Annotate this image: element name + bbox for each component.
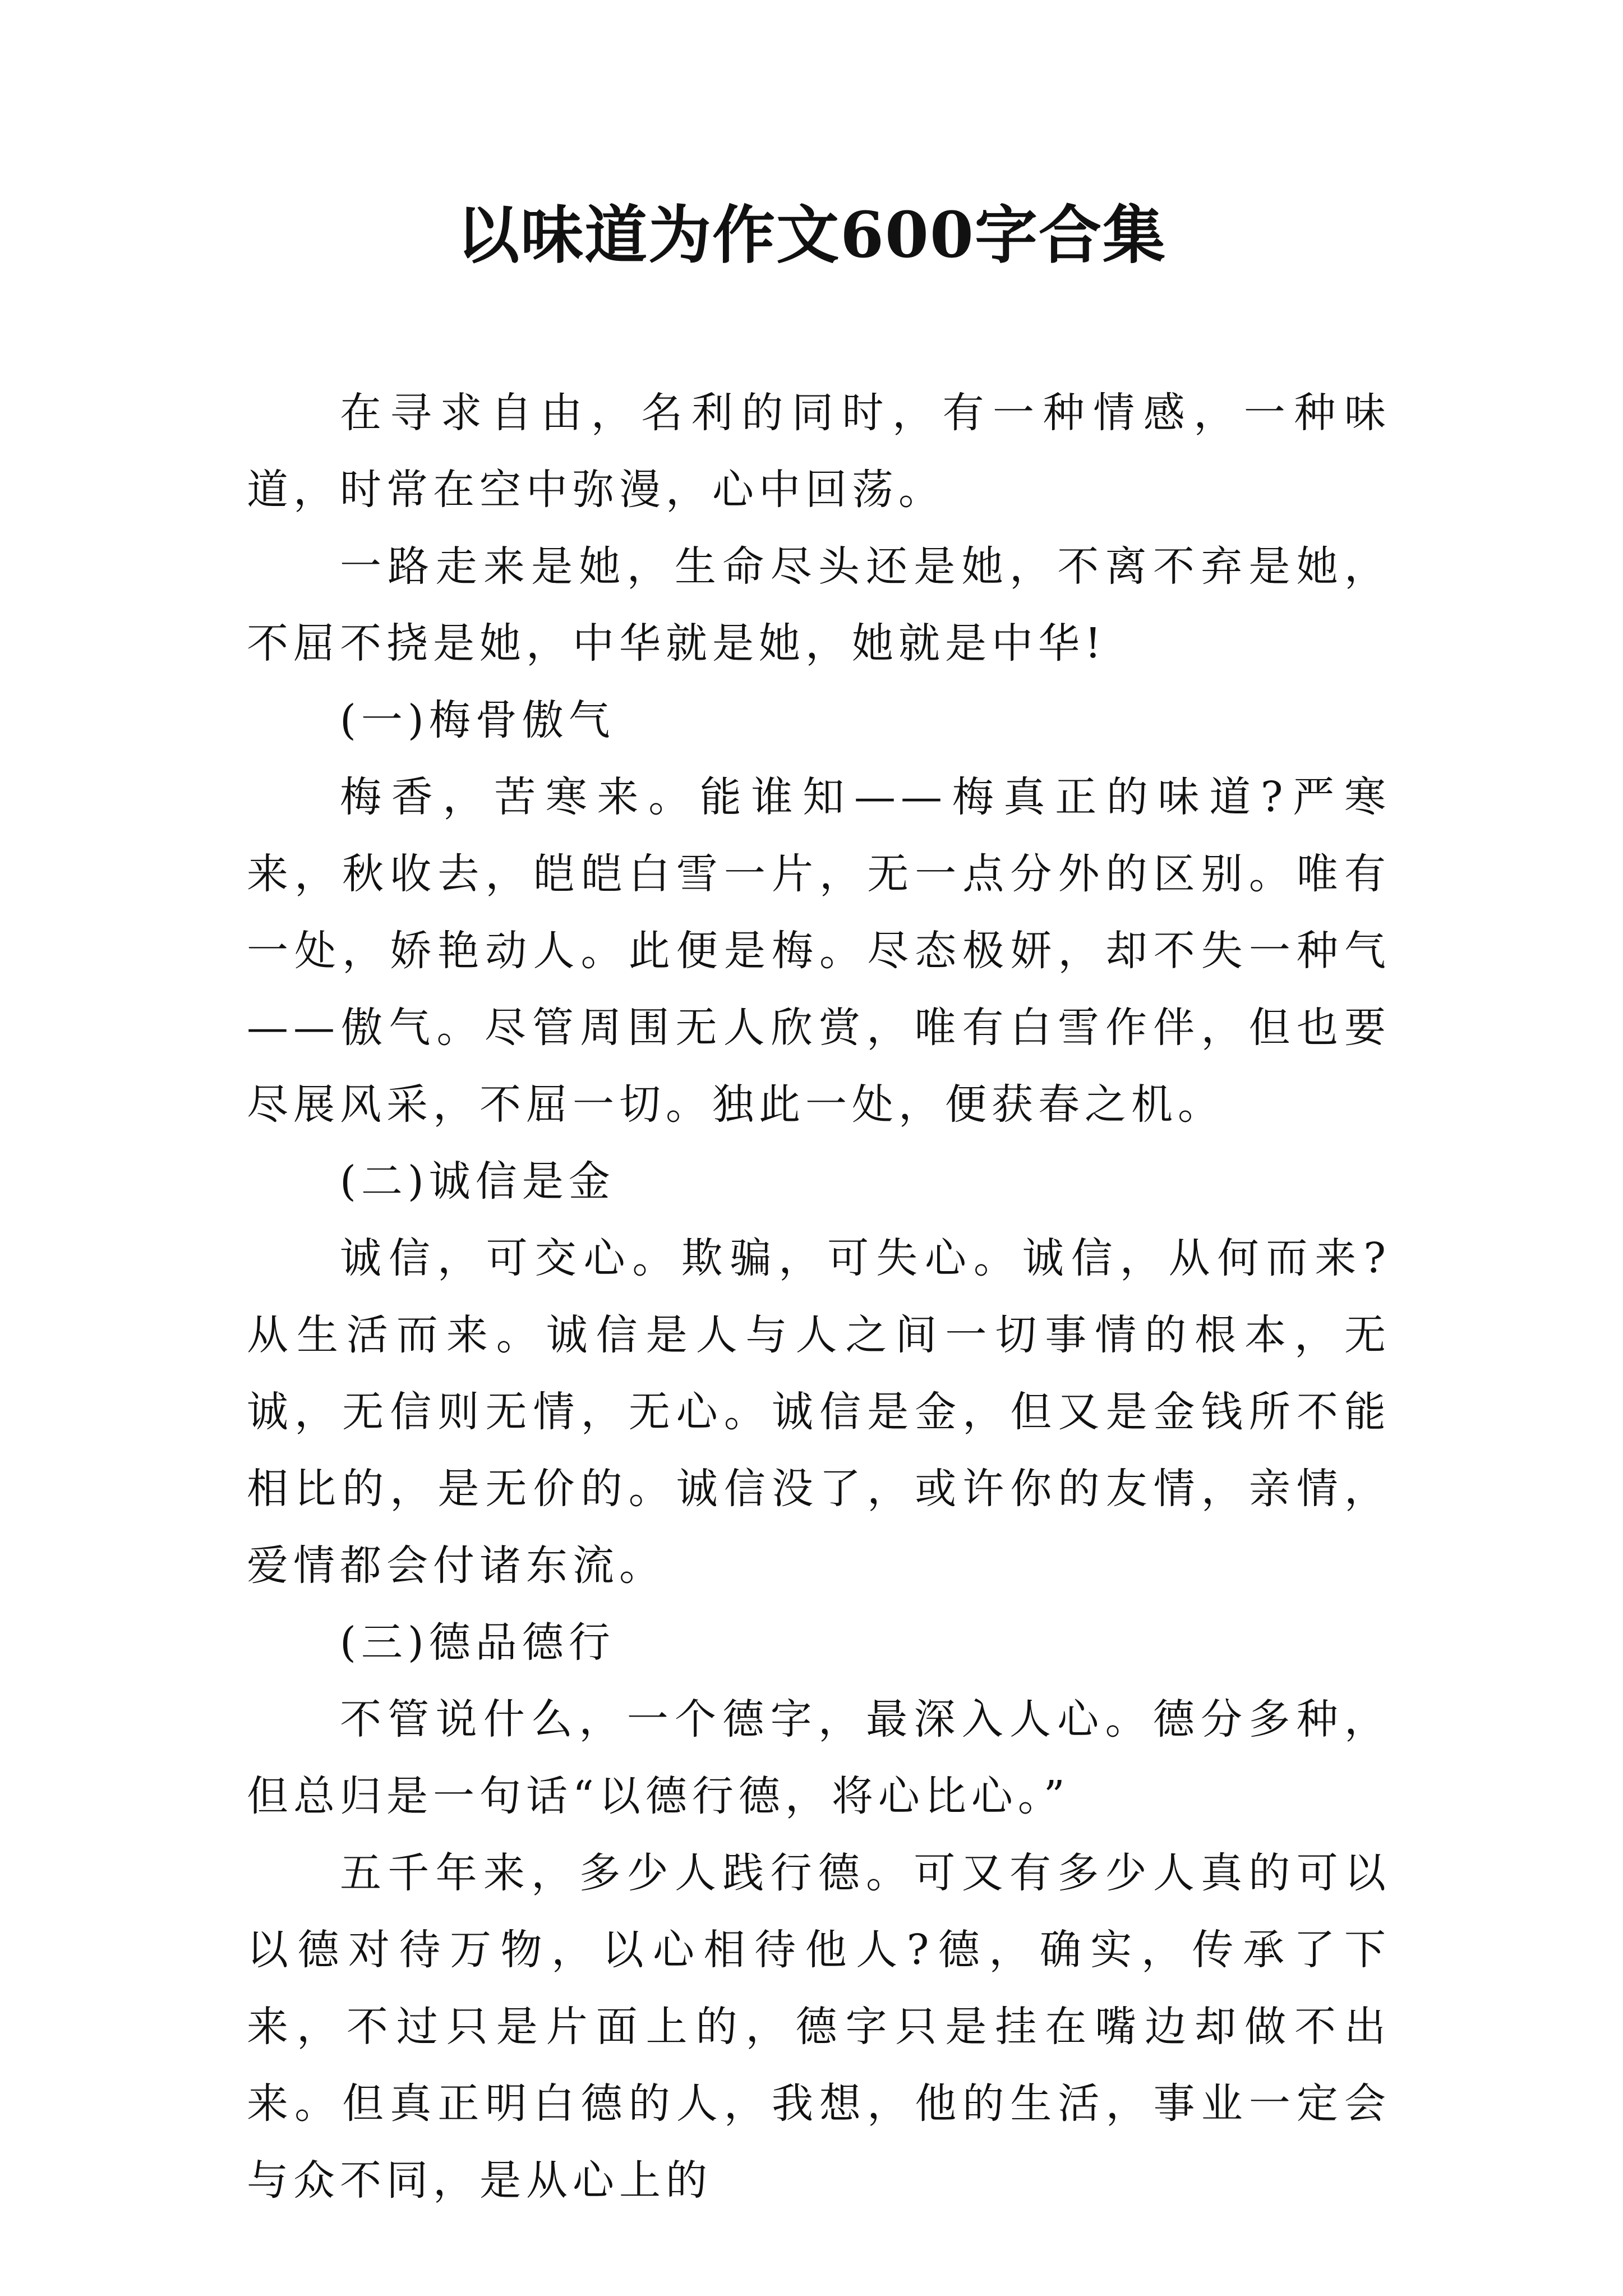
paragraph: 一路走来是她，生命尽头还是她，不离不弃是她，不屈不挠是她，中华就是她，她就是中华! [247, 542, 1391, 668]
document-title: 以味道为作文600字合集 [457, 199, 1166, 272]
section-heading: (二)诚信是金 [340, 1157, 615, 1205]
section-heading: (三)德品德行 [340, 1618, 615, 1667]
document-body [247, 375, 1391, 2219]
section-heading: (一)梅骨傲气 [340, 696, 615, 744]
paragraph: 五千年来，多少人践行德。可又有多少人真的可以以德对待万物，以心相待他人?德，确实，传承了下来，不过只是片面上的，德字只是挂在嘴边却做不出来。但真正明白德的人，我想，他的生活，事业一定会与众不同，是从心上的 [247, 1849, 1391, 2205]
paragraph: 诚信，可交心。欺骗，可失心。诚信，从何而来?从生活而来。诚信是人与人之间一切事情的根本，无诚，无信则无情，无心。诚信是金，但又是金钱所不能相比的，是无价的。诚信没了，或许你的友情，亲情，爱情都会付诸东流。 [247, 1234, 1391, 1590]
paragraph: 在寻求自由，名利的同时，有一种情感，一种味道，时常在空中弥漫，心中回荡。 [247, 389, 1391, 514]
paragraph: 不管说什么，一个德字，最深入人心。德分多种，但总归是一句话“以德行德，将心比心。” [247, 1695, 1391, 1820]
paragraph: 梅香，苦寒来。能谁知——梅真正的味道?严寒来，秋收去，皑皑白雪一片，无一点分外的区别。唯有一处，娇艳动人。此便是梅。尽态极妍，却不失一种气——傲气。尽管周围无人欣赏，唯有白雪作伴，但也要尽展风采，不屈一切。独此一处，便获春之机。 [247, 773, 1391, 1129]
